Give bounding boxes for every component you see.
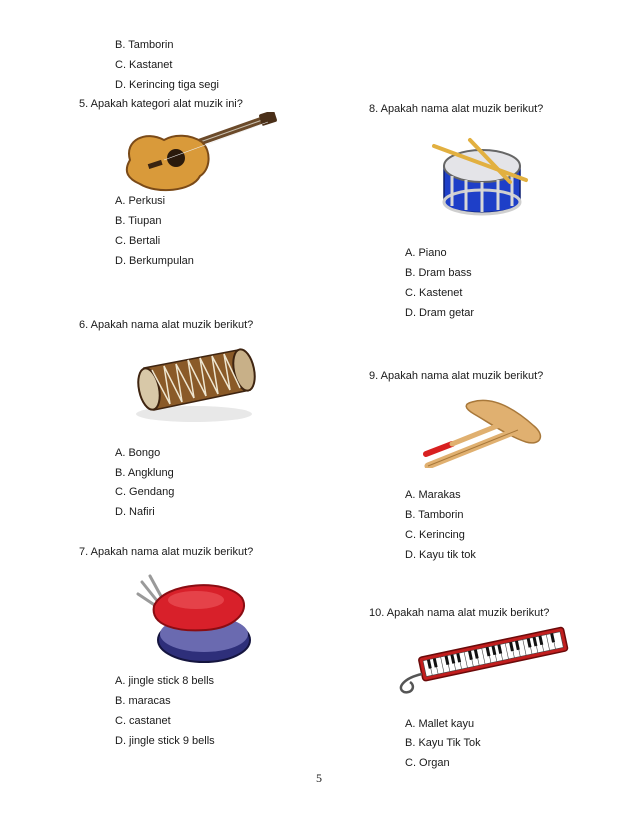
- q9-option-b: B. Tamborin: [405, 509, 464, 521]
- question-10: 10. Apakah nama alat muzik berikut?: [369, 607, 550, 619]
- q10-option-c: C. Organ: [405, 757, 450, 769]
- q5-option-d: D. Berkumpulan: [115, 255, 194, 267]
- castanet-icon: [134, 572, 256, 670]
- drum-gendang-icon: [130, 338, 258, 424]
- question-5: 5. Apakah kategori alat muzik ini?: [79, 98, 243, 110]
- tik-tok-woodblock-icon: [422, 396, 546, 468]
- q5-option-b: B. Tiupan: [115, 215, 162, 227]
- option-c: C. Kastanet: [115, 59, 173, 71]
- guitar-icon: [120, 112, 278, 194]
- q6-option-a: A. Bongo: [115, 447, 161, 459]
- melodica-icon: [394, 622, 570, 694]
- q8-option-b: B. Dram bass: [405, 267, 472, 279]
- q5-option-a: A. Perkusi: [115, 195, 166, 207]
- q7-option-a: A. jingle stick 8 bells: [115, 675, 215, 687]
- q7-option-b: B. maracas: [115, 695, 171, 707]
- question-8: 8. Apakah nama alat muzik berikut?: [369, 103, 544, 115]
- q8-option-a: A. Piano: [405, 247, 447, 259]
- question-9: 9. Apakah nama alat muzik berikut?: [369, 370, 544, 382]
- option-d: D. Kerincing tiga segi: [115, 79, 219, 91]
- snare-drum-icon: [430, 136, 534, 224]
- q7-option-c: C. castanet: [115, 715, 171, 727]
- q9-option-c: C. Kerincing: [405, 529, 465, 541]
- page-number: 5: [316, 771, 322, 785]
- q6-option-b: B. Angklung: [115, 467, 174, 479]
- q10-option-a: A. Mallet kayu: [405, 718, 475, 730]
- q9-option-a: A. Marakas: [405, 489, 461, 501]
- q6-option-d: D. Nafiri: [115, 506, 155, 518]
- q6-option-c: C. Gendang: [115, 486, 175, 498]
- q7-option-d: D. jingle stick 9 bells: [115, 735, 215, 747]
- question-6: 6. Apakah nama alat muzik berikut?: [79, 319, 254, 331]
- q8-option-c: C. Kastenet: [405, 287, 463, 299]
- question-7: 7. Apakah nama alat muzik berikut?: [79, 546, 254, 558]
- q9-option-d: D. Kayu tik tok: [405, 549, 476, 561]
- q5-option-c: C. Bertali: [115, 235, 161, 247]
- q8-option-d: D. Dram getar: [405, 307, 475, 319]
- option-b: B. Tamborin: [115, 39, 174, 51]
- q10-option-b: B. Kayu Tik Tok: [405, 737, 481, 749]
